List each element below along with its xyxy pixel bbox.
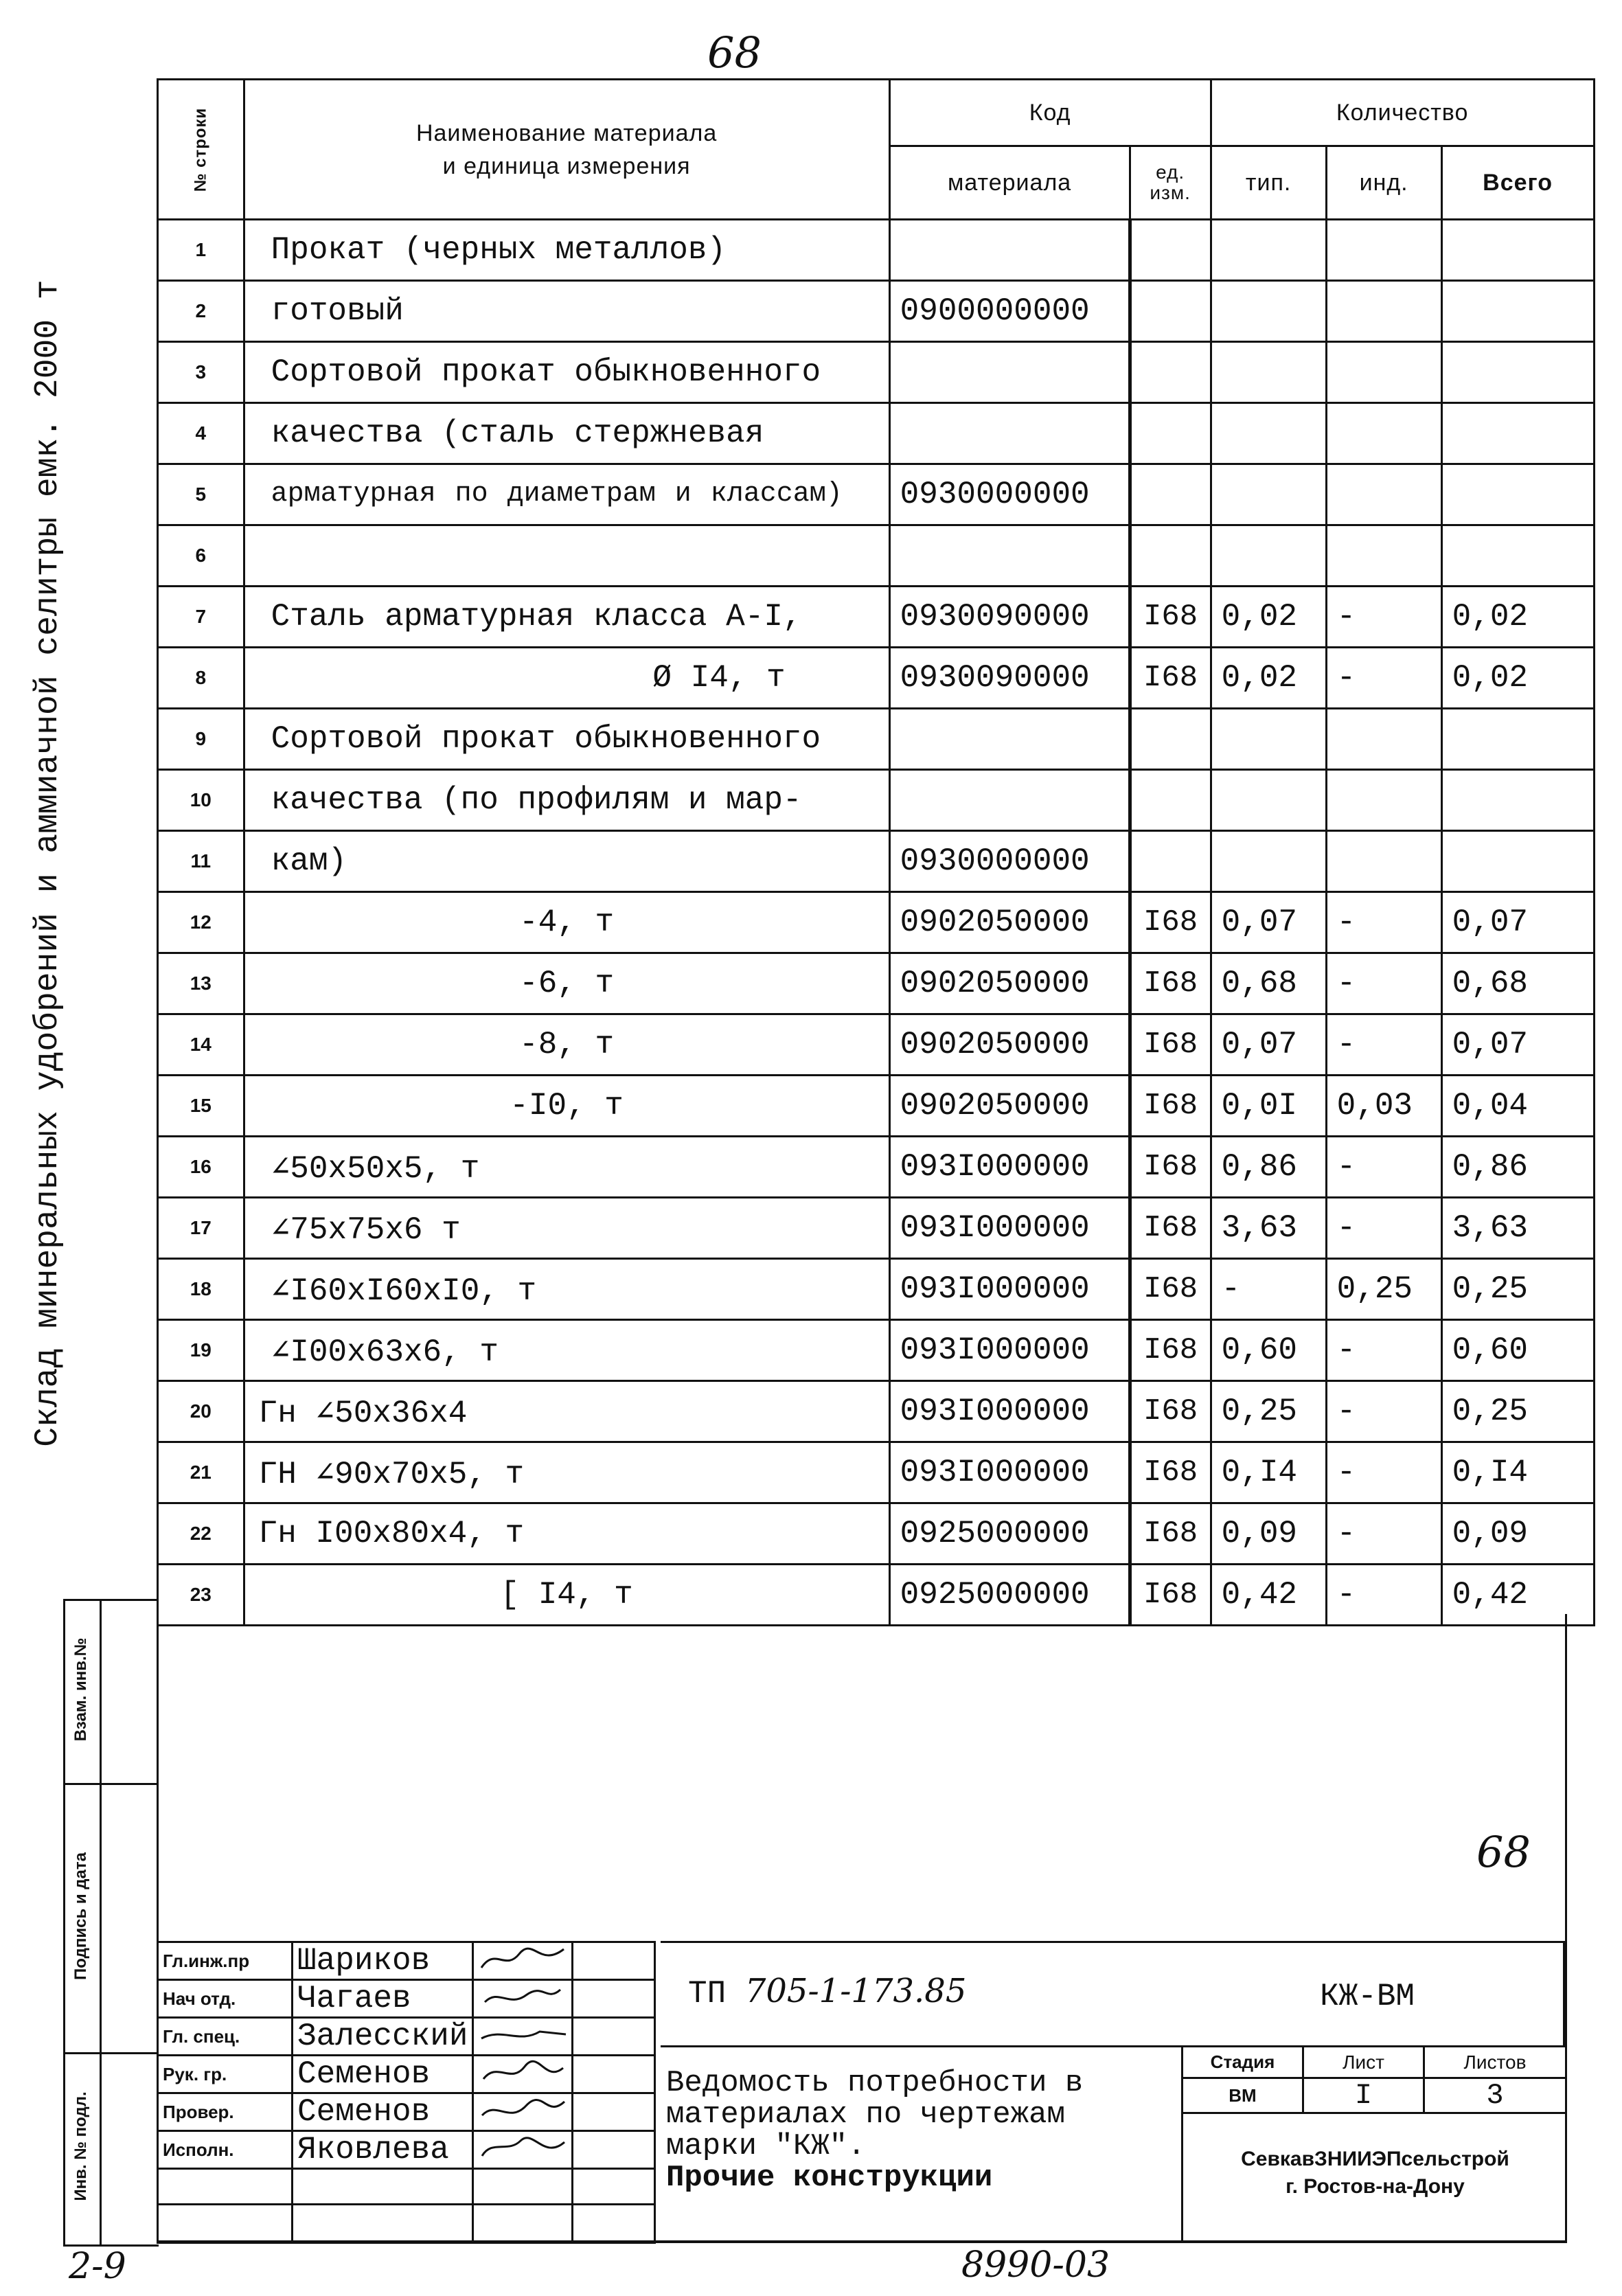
row-name: -6, т [244, 953, 889, 1014]
row-typ [1211, 464, 1326, 525]
row-number: 12 [158, 892, 244, 953]
row-typ [1211, 525, 1326, 587]
row-typ: 0,09 [1211, 1503, 1326, 1565]
signature-icon [478, 1944, 567, 1975]
row-typ: - [1211, 1259, 1326, 1320]
row-name: Сталь арматурная класса А-I, [244, 587, 889, 648]
stage-value: ВМ [1183, 2078, 1303, 2113]
row-name: Ø I4, т [244, 648, 889, 709]
signature-icon [478, 2057, 567, 2089]
row-name: качества (по профилям и мар- [244, 770, 889, 831]
row-unit [1130, 709, 1211, 770]
row-ind: - [1326, 1503, 1441, 1565]
row-ind: - [1326, 1198, 1441, 1259]
row-typ: 3,63 [1211, 1198, 1326, 1259]
staff-name: Семенов [293, 2056, 473, 2093]
row-code: 0930000000 [889, 464, 1130, 525]
staff-role: Рук. гр. [158, 2056, 293, 2093]
row-ind [1326, 709, 1441, 770]
row-name: Гн ∠50x36x4 [244, 1381, 889, 1442]
project-code: ТП 705-1-173.85 [688, 1972, 967, 2012]
row-number: 22 [158, 1503, 244, 1565]
row-unit: I68 [1130, 1503, 1211, 1565]
row-typ: 0,42 [1211, 1565, 1326, 1626]
row-ind: - [1326, 1014, 1441, 1076]
row-typ [1211, 709, 1326, 770]
row-code: 093I000000 [889, 1198, 1130, 1259]
row-number: 19 [158, 1320, 244, 1381]
row-unit: I68 [1130, 1259, 1211, 1320]
row-unit [1130, 831, 1211, 892]
row-unit: I68 [1130, 1381, 1211, 1442]
row-name: ∠I00x63x6, т [244, 1320, 889, 1381]
sheets-label: Листов [1424, 2047, 1566, 2078]
header-code-material: материала [889, 146, 1130, 220]
row-typ: 0,86 [1211, 1137, 1326, 1198]
table-row [158, 1503, 1595, 1565]
row-ind [1326, 342, 1441, 403]
row-name: -4, т [244, 892, 889, 953]
row-number: 16 [158, 1137, 244, 1198]
row-ind: - [1326, 1381, 1441, 1442]
row-name: Сортовой прокат обыкновенного [244, 709, 889, 770]
signature-icon [478, 2095, 567, 2126]
row-unit [1130, 464, 1211, 525]
row-code: 0925000000 [889, 1565, 1130, 1626]
staff-role: Провер. [158, 2093, 293, 2131]
sheet-value: I [1303, 2078, 1424, 2113]
stage-table [1181, 2045, 1567, 2114]
row-code [889, 770, 1130, 831]
stamp-sign-date: Подпись и дата [71, 1852, 90, 1980]
row-total: 3,63 [1441, 1198, 1594, 1259]
row-ind [1326, 464, 1441, 525]
row-code: 0902050000 [889, 1014, 1130, 1076]
row-unit [1130, 525, 1211, 587]
row-total: 0,68 [1441, 953, 1594, 1014]
header-qty: Количество [1211, 80, 1594, 146]
page-number-mid: 68 [1476, 1827, 1531, 1877]
row-unit [1130, 403, 1211, 464]
row-number: 2 [158, 281, 244, 342]
signature [473, 2056, 573, 2093]
row-number: 4 [158, 403, 244, 464]
row-number: 8 [158, 648, 244, 709]
row-code: 093I000000 [889, 1381, 1130, 1442]
row-number: 3 [158, 342, 244, 403]
row-total [1441, 770, 1594, 831]
header-row-no: № строки [158, 80, 244, 220]
row-typ: 0,25 [1211, 1381, 1326, 1442]
staff-name: Яковлева [293, 2131, 473, 2169]
bottom-center-note: 8990-03 [961, 2244, 1110, 2286]
row-typ: 0,02 [1211, 648, 1326, 709]
row-unit: I68 [1130, 1198, 1211, 1259]
row-ind [1326, 220, 1441, 281]
row-total: 0,02 [1441, 648, 1594, 709]
row-unit [1130, 220, 1211, 281]
signature-icon [478, 1981, 567, 2013]
row-code: 0930090000 [889, 587, 1130, 648]
row-name: -I0, т [244, 1076, 889, 1137]
row-unit [1130, 281, 1211, 342]
sheet-title: Ведомость потребности в материалах по чертежам марки "КЖ". Прочие конструкции [666, 2066, 1084, 2195]
row-name: Прокат (черных металлов) [244, 220, 889, 281]
table-row [158, 464, 1595, 525]
row-number: 20 [158, 1381, 244, 1442]
staff-role: Нач отд. [158, 1980, 293, 2018]
row-number: 15 [158, 1076, 244, 1137]
row-name: готовый [244, 281, 889, 342]
page-number-top: 68 [707, 27, 762, 78]
table-row [158, 831, 1595, 892]
row-number: 10 [158, 770, 244, 831]
row-unit: I68 [1130, 953, 1211, 1014]
table-row [158, 770, 1595, 831]
row-total [1441, 525, 1594, 587]
row-number: 21 [158, 1442, 244, 1503]
row-code [889, 709, 1130, 770]
row-total: 0,42 [1441, 1565, 1594, 1626]
row-code: 0930090000 [889, 648, 1130, 709]
row-code [889, 342, 1130, 403]
row-unit: I68 [1130, 1137, 1211, 1198]
row-number: 18 [158, 1259, 244, 1320]
row-name: -8, т [244, 1014, 889, 1076]
staff-role: Гл. спец. [158, 2018, 293, 2056]
row-code: 093I000000 [889, 1320, 1130, 1381]
organization-cell [1181, 2111, 1567, 2242]
signature [473, 2093, 573, 2131]
row-code [889, 220, 1130, 281]
org-city: г. Ростов-на-Дону [1286, 2175, 1465, 2198]
row-total [1441, 220, 1594, 281]
row-typ: 0,I4 [1211, 1442, 1326, 1503]
row-ind: - [1326, 892, 1441, 953]
row-code: 093I000000 [889, 1137, 1130, 1198]
row-ind: - [1326, 587, 1441, 648]
row-ind: - [1326, 1137, 1441, 1198]
table-row [158, 1259, 1595, 1320]
row-typ [1211, 220, 1326, 281]
row-typ [1211, 403, 1326, 464]
row-ind [1326, 770, 1441, 831]
header-code-unit: ед. изм. [1130, 146, 1211, 220]
table-row [158, 1137, 1595, 1198]
row-typ: 0,07 [1211, 892, 1326, 953]
table-row [158, 1014, 1595, 1076]
row-unit: I68 [1130, 1014, 1211, 1076]
signature [473, 2018, 573, 2056]
row-ind: 0,25 [1326, 1259, 1441, 1320]
row-typ [1211, 831, 1326, 892]
staff-name: Шариков [293, 1942, 473, 1980]
table-row [158, 1442, 1595, 1503]
row-number: 23 [158, 1565, 244, 1626]
header-name: Наименование материала и единица измерения [244, 80, 889, 220]
row-unit: I68 [1130, 1565, 1211, 1626]
stage-label: Стадия [1183, 2047, 1303, 2078]
row-unit [1130, 342, 1211, 403]
row-typ [1211, 342, 1326, 403]
stamp-inv-exchange: Взам. инв.№ [71, 1637, 90, 1742]
row-total: 0,25 [1441, 1259, 1594, 1320]
row-unit [1130, 770, 1211, 831]
row-ind: - [1326, 1565, 1441, 1626]
row-name: Гн I00x80x4, т [244, 1503, 889, 1565]
row-total: 0,07 [1441, 892, 1594, 953]
sheets-value: 3 [1424, 2078, 1566, 2113]
row-total [1441, 464, 1594, 525]
row-number: 9 [158, 709, 244, 770]
row-name: кам) [244, 831, 889, 892]
table-row [158, 1076, 1595, 1137]
staff-name: Залесский [293, 2018, 473, 2056]
row-ind: - [1326, 648, 1441, 709]
row-number: 11 [158, 831, 244, 892]
table-row [158, 220, 1595, 281]
row-total: 0,02 [1441, 587, 1594, 648]
row-number: 13 [158, 953, 244, 1014]
bottom-left-note: 2-9 [69, 2246, 126, 2287]
row-typ: 0,02 [1211, 587, 1326, 648]
row-name [244, 525, 889, 587]
row-number: 5 [158, 464, 244, 525]
row-ind [1326, 281, 1441, 342]
header-qty-ind: инд. [1326, 146, 1441, 220]
row-ind: - [1326, 1320, 1441, 1381]
row-code: 093I000000 [889, 1442, 1130, 1503]
row-unit: I68 [1130, 1320, 1211, 1381]
row-code: 0900000000 [889, 281, 1130, 342]
row-total [1441, 831, 1594, 892]
signature [473, 2131, 573, 2169]
row-number: 7 [158, 587, 244, 648]
row-number: 6 [158, 525, 244, 587]
row-unit: I68 [1130, 1076, 1211, 1137]
project-cell [661, 1941, 1565, 2047]
drawing-mark: КЖ-ВМ [1320, 1979, 1415, 2014]
row-typ: 0,60 [1211, 1320, 1326, 1381]
table-row [158, 525, 1595, 587]
row-name: ∠75x75x6 т [244, 1198, 889, 1259]
row-unit: I68 [1130, 892, 1211, 953]
row-total: 0,60 [1441, 1320, 1594, 1381]
signature [473, 1942, 573, 1980]
row-total: 0,04 [1441, 1076, 1594, 1137]
table-row [158, 1198, 1595, 1259]
materials-table [157, 78, 1595, 1626]
staff-role: Гл.инж.пр [158, 1942, 293, 1980]
org-name: СевкавЗНИИЭПсельстрой [1241, 2148, 1509, 2170]
row-code: 093I000000 [889, 1259, 1130, 1320]
table-row [158, 648, 1595, 709]
row-code: 0902050000 [889, 892, 1130, 953]
row-total: 0,09 [1441, 1503, 1594, 1565]
row-name: ∠I60xI60xI0, т [244, 1259, 889, 1320]
table-row [158, 1320, 1595, 1381]
row-code: 0902050000 [889, 1076, 1130, 1137]
table-row [158, 1381, 1595, 1442]
row-typ: 0,0I [1211, 1076, 1326, 1137]
row-code [889, 525, 1130, 587]
sheet-label: Лист [1303, 2047, 1424, 2078]
row-number: 17 [158, 1198, 244, 1259]
signature-icon [478, 2019, 567, 2051]
side-stamp [63, 1599, 159, 2247]
row-total [1441, 281, 1594, 342]
row-ind: - [1326, 1442, 1441, 1503]
header-code: Код [889, 80, 1211, 146]
row-typ: 0,07 [1211, 1014, 1326, 1076]
row-name: ГН ∠90x70x5, т [244, 1442, 889, 1503]
row-total: 0,I4 [1441, 1442, 1594, 1503]
row-name: Сортовой прокат обыкновенного [244, 342, 889, 403]
row-total: 0,86 [1441, 1137, 1594, 1198]
row-code: 0930000000 [889, 831, 1130, 892]
row-name: арматурная по диаметрам и классам) [244, 464, 889, 525]
side-title: Склад минеральных удобрений и аммиачной селитры емк. 2000 т [30, 280, 67, 1447]
table-row [158, 709, 1595, 770]
row-name: [ I4, т [244, 1565, 889, 1626]
row-total: 0,07 [1441, 1014, 1594, 1076]
row-code: 0925000000 [889, 1503, 1130, 1565]
row-ind: - [1326, 953, 1441, 1014]
header-qty-typ: тип. [1211, 146, 1326, 220]
row-total: 0,25 [1441, 1381, 1594, 1442]
header-qty-total: Всего [1441, 146, 1594, 220]
table-row [158, 892, 1595, 953]
table-row [158, 342, 1595, 403]
stamp-inv-original: Инв. № подл. [71, 2091, 90, 2201]
row-code: 0902050000 [889, 953, 1130, 1014]
table-row [158, 281, 1595, 342]
staff-name: Семенов [293, 2093, 473, 2131]
table-row [158, 1565, 1595, 1626]
row-total [1441, 342, 1594, 403]
row-unit: I68 [1130, 1442, 1211, 1503]
row-ind: 0,03 [1326, 1076, 1441, 1137]
row-number: 14 [158, 1014, 244, 1076]
row-typ [1211, 281, 1326, 342]
row-total [1441, 403, 1594, 464]
row-typ [1211, 770, 1326, 831]
staff-table [157, 1941, 656, 2244]
table-row [158, 403, 1595, 464]
staff-name: Чагаев [293, 1980, 473, 2018]
row-number: 1 [158, 220, 244, 281]
row-ind [1326, 525, 1441, 587]
staff-role: Исполн. [158, 2131, 293, 2169]
row-name: ∠50x50x5, т [244, 1137, 889, 1198]
row-unit: I68 [1130, 648, 1211, 709]
signature [473, 1980, 573, 2018]
row-name: качества (сталь стержневая [244, 403, 889, 464]
row-unit: I68 [1130, 587, 1211, 648]
row-ind [1326, 831, 1441, 892]
row-typ: 0,68 [1211, 953, 1326, 1014]
row-code [889, 403, 1130, 464]
table-row [158, 953, 1595, 1014]
signature-icon [478, 2133, 567, 2164]
row-total [1441, 709, 1594, 770]
table-row [158, 587, 1595, 648]
row-ind [1326, 403, 1441, 464]
